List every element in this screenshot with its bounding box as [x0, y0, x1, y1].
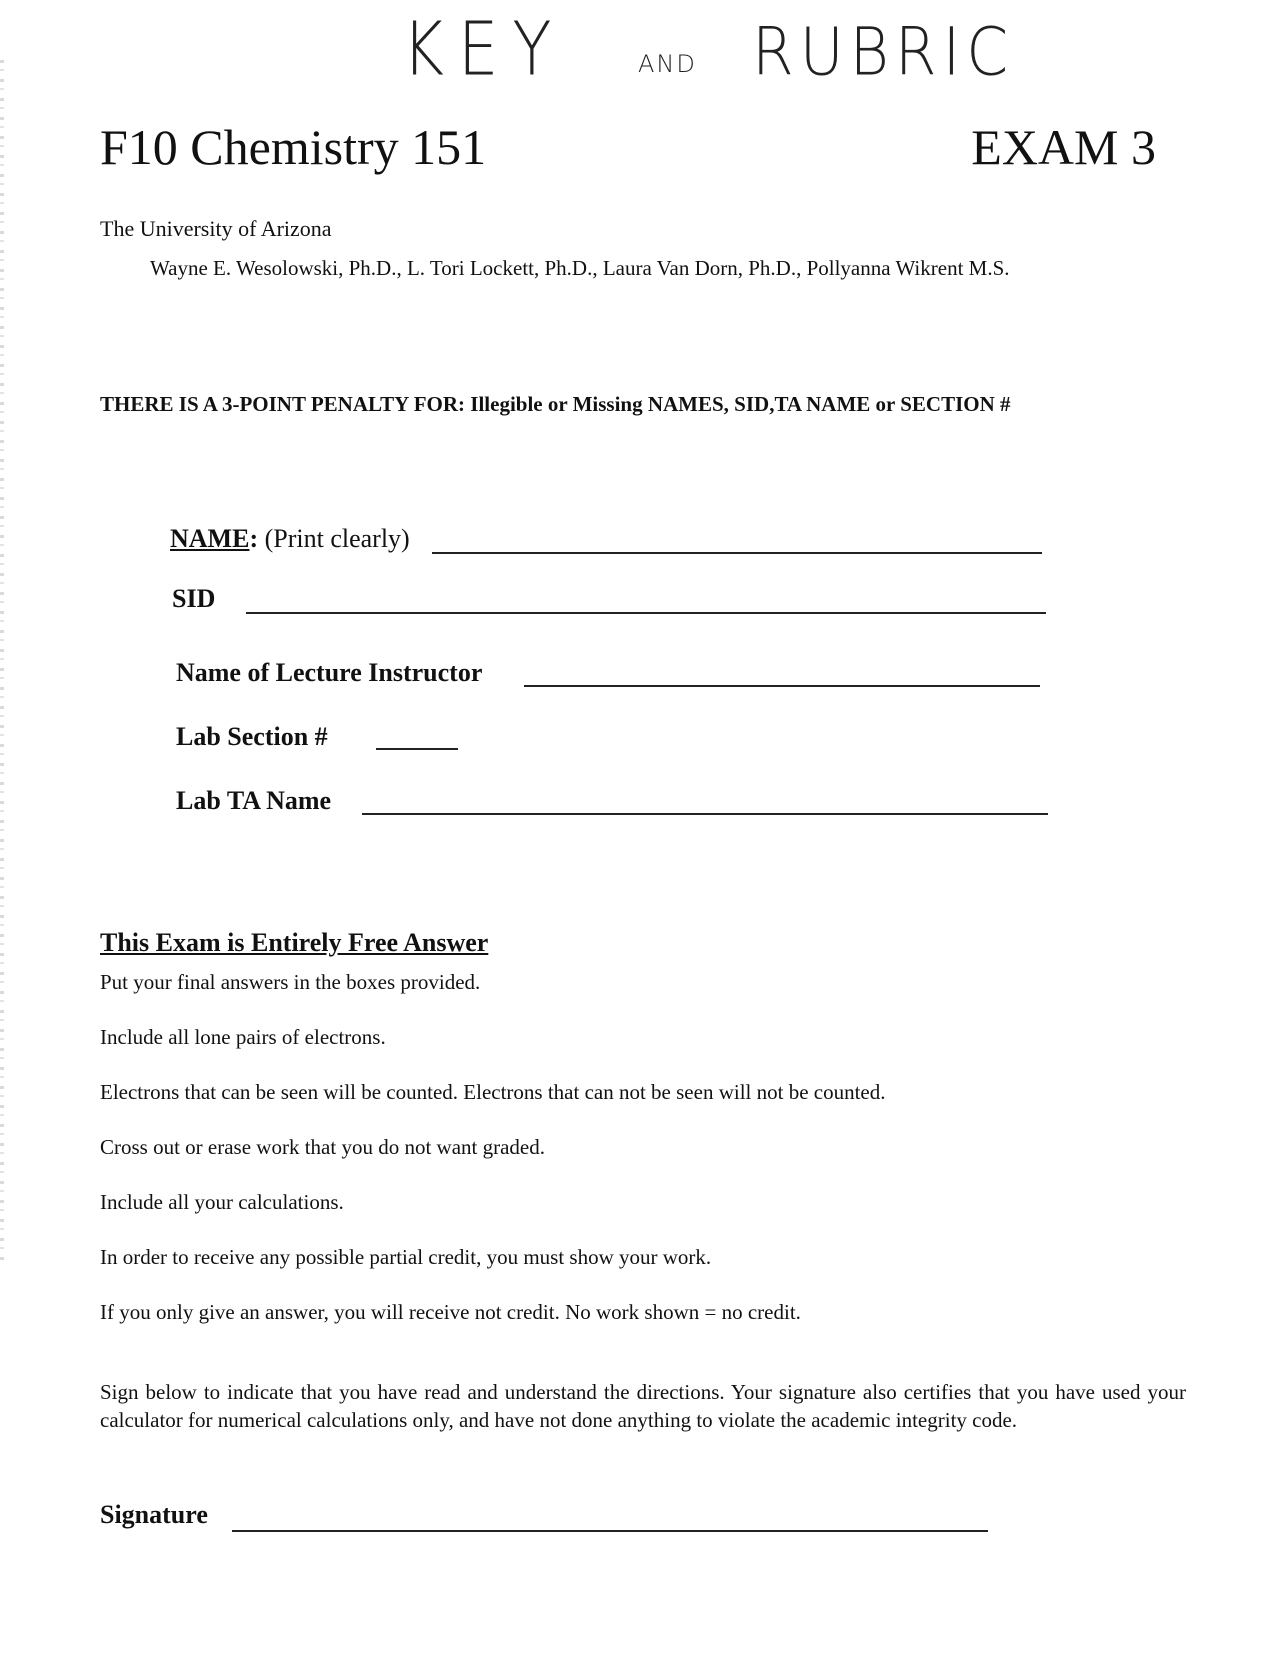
- lecture-instructor-input-line[interactable]: [524, 685, 1040, 687]
- signature-label: Signature: [100, 1500, 208, 1529]
- instructions-heading: This Exam is Entirely Free Answer: [100, 928, 489, 957]
- signature-input-line[interactable]: [232, 1530, 988, 1532]
- lab-section-input-line[interactable]: [376, 748, 458, 750]
- lab-ta-label: Lab TA Name: [176, 786, 332, 815]
- sid-input-line[interactable]: [246, 612, 1046, 614]
- name-input-line[interactable]: [432, 552, 1042, 554]
- name-field-label: [170, 524, 410, 554]
- scan-edge-artifact: [0, 60, 4, 1260]
- instruction-line: If you only give an answer, you will receive not credit. No work shown = no credit.: [100, 1300, 801, 1324]
- lecture-instructor-label: Name of Lecture Instructor: [176, 658, 483, 687]
- instruction-line: Include all lone pairs of electrons.: [100, 1025, 386, 1049]
- exam-title: EXAM 3: [971, 119, 1156, 175]
- instruction-line: Cross out or erase work that you do not want graded.: [100, 1135, 545, 1159]
- signature-statement: Sign below to indicate that you have read and understand the directions. Your signature also certifies that you have used your calculator for numerical calculations only, and have not done anything to violate the academic integrity code.: [100, 1380, 1186, 1432]
- instruction-line: Electrons that can be seen will be counted. Electrons that can not be seen will not be counted.: [100, 1080, 886, 1104]
- lab-ta-input-line[interactable]: [362, 813, 1048, 815]
- instruction-line: Include all your calculations.: [100, 1190, 344, 1214]
- handwritten-and: AND: [638, 50, 697, 78]
- instruction-line: Put your final answers in the boxes provided.: [100, 970, 481, 994]
- name-label-text: NAME: [170, 524, 250, 553]
- sid-field-label: SID: [172, 584, 216, 613]
- university-name: The University of Arizona: [100, 216, 332, 241]
- name-print-hint: (Print clearly): [258, 524, 410, 553]
- name-label-colon: :: [249, 524, 259, 553]
- course-title: F10 Chemistry 151: [100, 119, 487, 175]
- handwritten-rubric: RUBRIC: [752, 14, 1015, 91]
- handwritten-key: KEY: [402, 8, 566, 94]
- penalty-notice: THERE IS A 3-POINT PENALTY FOR: Illegible or Missing NAMES, SID,TA NAME or SECTION #: [100, 392, 1011, 416]
- instruction-line: In order to receive any possible partial credit, you must show your work.: [100, 1245, 712, 1269]
- lab-section-label: Lab Section #: [176, 722, 328, 751]
- instructor-list: Wayne E. Wesolowski, Ph.D., L. Tori Lockett, Ph.D., Laura Van Dorn, Ph.D., Pollyanna Wikrent M.S.: [150, 256, 1010, 280]
